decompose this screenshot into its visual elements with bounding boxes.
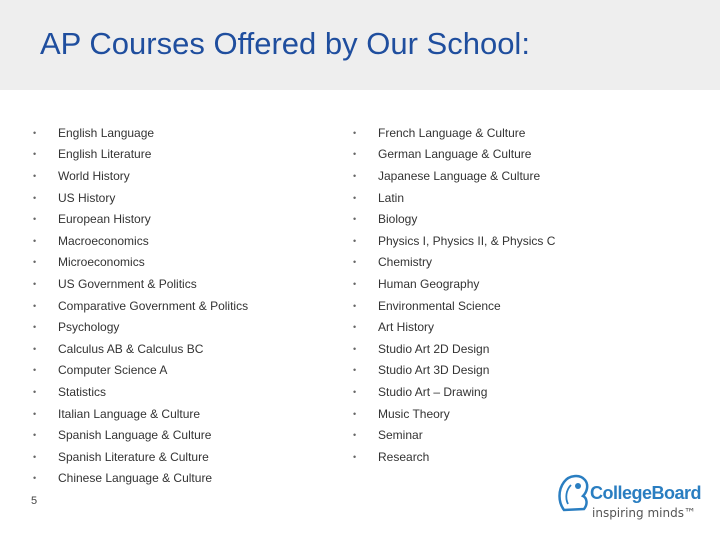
bullet-icon: • — [353, 235, 357, 246]
bullet-icon: • — [353, 386, 357, 397]
bullet-icon: • — [33, 278, 37, 289]
course-item — [33, 316, 333, 338]
course-item — [33, 446, 333, 468]
bullet-icon: • — [33, 235, 37, 246]
course-item — [33, 273, 333, 295]
course-list-right — [353, 122, 693, 468]
course-name: Music Theory — [378, 406, 450, 421]
bullet-icon: • — [33, 386, 37, 397]
course-name: Macroeconomics — [58, 233, 149, 248]
course-list-left — [33, 122, 333, 489]
logo-brand: CollegeBoard — [590, 483, 702, 503]
course-name: Chemistry — [378, 255, 433, 270]
course-name: Spanish Language & Culture — [58, 428, 212, 443]
bullet-icon: • — [353, 127, 357, 138]
course-item — [353, 165, 693, 187]
bullet-icon: • — [33, 127, 37, 138]
bullet-icon: • — [353, 451, 357, 462]
bullet-icon: • — [33, 430, 37, 441]
course-item — [353, 295, 693, 317]
course-item — [33, 295, 333, 317]
bullet-icon: • — [353, 278, 357, 289]
course-name: Biology — [378, 212, 418, 227]
course-item — [33, 424, 333, 446]
course-name: Human Geography — [378, 276, 480, 291]
bullet-icon: • — [33, 343, 37, 354]
course-name: English Language — [58, 125, 155, 140]
course-item — [353, 252, 693, 274]
course-item — [353, 446, 693, 468]
course-name: Spanish Literature & Culture — [58, 449, 209, 464]
bullet-icon: • — [353, 192, 357, 203]
course-name: Computer Science A — [58, 363, 168, 378]
course-item — [353, 122, 693, 144]
course-name: Comparative Government & Politics — [58, 298, 249, 313]
course-name: Art History — [378, 320, 435, 335]
course-name: Studio Art – Drawing — [378, 384, 488, 399]
course-item — [33, 252, 333, 274]
course-name: French Language & Culture — [378, 125, 526, 140]
course-item — [33, 381, 333, 403]
acorn-head-icon — [556, 470, 592, 514]
course-item — [353, 273, 693, 295]
course-name: Studio Art 3D Design — [378, 363, 490, 378]
course-item — [33, 144, 333, 166]
course-item — [353, 187, 693, 209]
course-name: US Government & Politics — [58, 276, 197, 291]
course-item — [33, 230, 333, 252]
bullet-icon: • — [353, 214, 357, 225]
course-name: Psychology — [58, 320, 120, 335]
course-name: German Language & Culture — [378, 147, 532, 162]
course-item — [353, 424, 693, 446]
bullet-icon: • — [33, 322, 37, 333]
course-name: Statistics — [58, 384, 107, 399]
bullet-icon: • — [33, 170, 37, 181]
bullet-icon: • — [33, 257, 37, 268]
course-name: English Literature — [58, 147, 152, 162]
course-name: Studio Art 2D Design — [378, 341, 490, 356]
bullet-icon: • — [33, 408, 37, 419]
bullet-icon: • — [353, 257, 357, 268]
bullet-icon: • — [353, 300, 357, 311]
course-item — [33, 165, 333, 187]
title-band — [0, 0, 720, 90]
college-board-logo — [556, 470, 706, 522]
course-item — [33, 338, 333, 360]
course-name: Italian Language & Culture — [58, 406, 201, 421]
bullet-icon: • — [353, 149, 357, 160]
course-name: Chinese Language & Culture — [58, 471, 213, 486]
course-item — [33, 360, 333, 382]
course-name: Japanese Language & Culture — [378, 168, 541, 183]
course-name: US History — [58, 190, 116, 205]
slide-title: AP Courses Offered by Our School: — [40, 26, 530, 61]
bullet-icon: • — [353, 365, 357, 376]
bullet-icon: • — [353, 322, 357, 333]
course-name: Environmental Science — [378, 298, 501, 313]
course-item — [33, 187, 333, 209]
course-item — [353, 403, 693, 425]
course-item — [353, 230, 693, 252]
bullet-icon: • — [353, 430, 357, 441]
bullet-icon: • — [33, 300, 37, 311]
course-name: Seminar — [378, 428, 423, 443]
page-number: 5 — [31, 495, 38, 507]
course-item — [353, 316, 693, 338]
course-name: Calculus AB & Calculus BC — [58, 341, 204, 356]
bullet-icon: • — [33, 214, 37, 225]
course-item — [33, 208, 333, 230]
logo-tagline: inspiring minds™ — [592, 506, 696, 520]
course-item — [353, 360, 693, 382]
course-name: European History — [58, 212, 151, 227]
course-item — [33, 403, 333, 425]
course-item — [33, 468, 333, 490]
course-name: World History — [58, 168, 130, 183]
course-item — [353, 144, 693, 166]
bullet-icon: • — [33, 365, 37, 376]
bullet-icon: • — [33, 451, 37, 462]
course-item — [353, 208, 693, 230]
course-name: Research — [378, 449, 430, 464]
bullet-icon: • — [33, 149, 37, 160]
bullet-icon: • — [33, 192, 37, 203]
course-name: Microeconomics — [58, 255, 145, 270]
course-name: Latin — [378, 190, 405, 205]
bullet-icon: • — [353, 170, 357, 181]
bullet-icon: • — [353, 408, 357, 419]
course-item — [353, 381, 693, 403]
course-item — [33, 122, 333, 144]
course-item — [353, 338, 693, 360]
bullet-icon: • — [353, 343, 357, 354]
course-name: Physics I, Physics II, & Physics C — [378, 233, 556, 248]
bullet-icon: • — [33, 473, 37, 484]
